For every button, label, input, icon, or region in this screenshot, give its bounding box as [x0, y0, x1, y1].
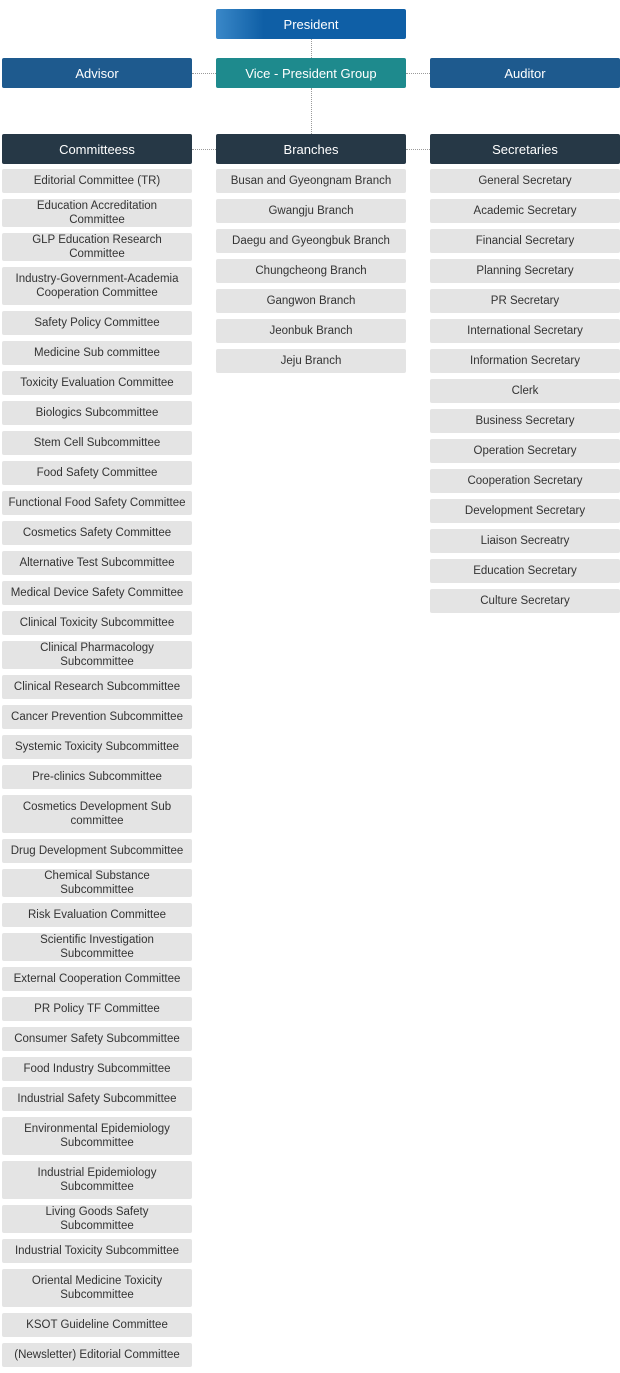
- secretary-item: Business Secretary: [430, 409, 620, 433]
- secretary-item: Financial Secretary: [430, 229, 620, 253]
- committee-item: External Cooperation Committee: [2, 967, 192, 991]
- advisor-box: Advisor: [2, 58, 192, 88]
- committee-item: Chemical Substance Subcommittee: [2, 869, 192, 897]
- secretary-item: Liaison Secreatry: [430, 529, 620, 553]
- connector-branches-secretaries: [406, 149, 430, 150]
- committee-item: Food Industry Subcommittee: [2, 1057, 192, 1081]
- committee-item: Functional Food Safety Committee: [2, 491, 192, 515]
- committees-header: Committeess: [2, 134, 192, 164]
- secretaries-list: [430, 169, 620, 619]
- committees-list: [2, 169, 192, 1373]
- branches-header: Branches: [216, 134, 406, 164]
- committee-item: Editorial Committee (TR): [2, 169, 192, 193]
- secretary-item: PR Secretary: [430, 289, 620, 313]
- secretary-item: International Secretary: [430, 319, 620, 343]
- branch-item: Busan and Gyeongnam Branch: [216, 169, 406, 193]
- committee-item: KSOT Guideline Committee: [2, 1313, 192, 1337]
- connector-vp-auditor: [406, 73, 430, 74]
- committee-item: Cancer Prevention Subcommittee: [2, 705, 192, 729]
- committee-item: Medicine Sub committee: [2, 341, 192, 365]
- president-box: President: [216, 9, 406, 39]
- branch-item: Gwangju Branch: [216, 199, 406, 223]
- secretary-item: Information Secretary: [430, 349, 620, 373]
- vice-president-group-box: Vice - President Group: [216, 58, 406, 88]
- committee-item: Scientific Investigation Subcommittee: [2, 933, 192, 961]
- committee-item: Clinical Toxicity Subcommittee: [2, 611, 192, 635]
- branch-item: Gangwon Branch: [216, 289, 406, 313]
- committee-item: Medical Device Safety Committee: [2, 581, 192, 605]
- branches-list: [216, 169, 406, 379]
- connector-committees-branches: [192, 149, 216, 150]
- committee-item: Industrial Toxicity Subcommittee: [2, 1239, 192, 1263]
- secretary-item: Clerk: [430, 379, 620, 403]
- branch-item: Jeju Branch: [216, 349, 406, 373]
- committee-item: PR Policy TF Committee: [2, 997, 192, 1021]
- committee-item: Living Goods Safety Subcommittee: [2, 1205, 192, 1233]
- secretary-item: Culture Secretary: [430, 589, 620, 613]
- committee-item: Cosmetics Development Sub committee: [2, 795, 192, 833]
- committee-item: Drug Development Subcommittee: [2, 839, 192, 863]
- committee-item: Safety Policy Committee: [2, 311, 192, 335]
- auditor-box: Auditor: [430, 58, 620, 88]
- committee-item: Biologics Subcommittee: [2, 401, 192, 425]
- branch-item: Jeonbuk Branch: [216, 319, 406, 343]
- secretaries-header: Secretaries: [430, 134, 620, 164]
- connector-president-vp: [311, 39, 312, 58]
- committee-item: Oriental Medicine Toxicity Subcommittee: [2, 1269, 192, 1307]
- committee-item: Industrial Safety Subcommittee: [2, 1087, 192, 1111]
- committee-item: Alternative Test Subcommittee: [2, 551, 192, 575]
- committee-item: Clinical Pharmacology Subcommittee: [2, 641, 192, 669]
- committee-item: Risk Evaluation Committee: [2, 903, 192, 927]
- secretary-item: Planning Secretary: [430, 259, 620, 283]
- committee-item: Food Safety Committee: [2, 461, 192, 485]
- committee-item: Industry-Government-Academia Cooperation Committee: [2, 267, 192, 305]
- committee-item: Cosmetics Safety Committee: [2, 521, 192, 545]
- committee-item: Systemic Toxicity Subcommittee: [2, 735, 192, 759]
- secretary-item: General Secretary: [430, 169, 620, 193]
- committee-item: Clinical Research Subcommittee: [2, 675, 192, 699]
- connector-vp-branches: [311, 88, 312, 134]
- secretary-item: Development Secretary: [430, 499, 620, 523]
- branch-item: Chungcheong Branch: [216, 259, 406, 283]
- secretary-item: Education Secretary: [430, 559, 620, 583]
- committee-item: Toxicity Evaluation Committee: [2, 371, 192, 395]
- secretary-item: Cooperation Secretary: [430, 469, 620, 493]
- committee-item: Consumer Safety Subcommittee: [2, 1027, 192, 1051]
- committee-item: Stem Cell Subcommittee: [2, 431, 192, 455]
- secretary-item: Operation Secretary: [430, 439, 620, 463]
- committee-item: GLP Education Research Committee: [2, 233, 192, 261]
- committee-item: Education Accreditation Committee: [2, 199, 192, 227]
- committee-item: Industrial Epidemiology Subcommittee: [2, 1161, 192, 1199]
- branch-item: Daegu and Gyeongbuk Branch: [216, 229, 406, 253]
- committee-item: (Newsletter) Editorial Committee: [2, 1343, 192, 1367]
- committee-item: Environmental Epidemiology Subcommittee: [2, 1117, 192, 1155]
- connector-advisor-vp: [192, 73, 216, 74]
- secretary-item: Academic Secretary: [430, 199, 620, 223]
- committee-item: Pre-clinics Subcommittee: [2, 765, 192, 789]
